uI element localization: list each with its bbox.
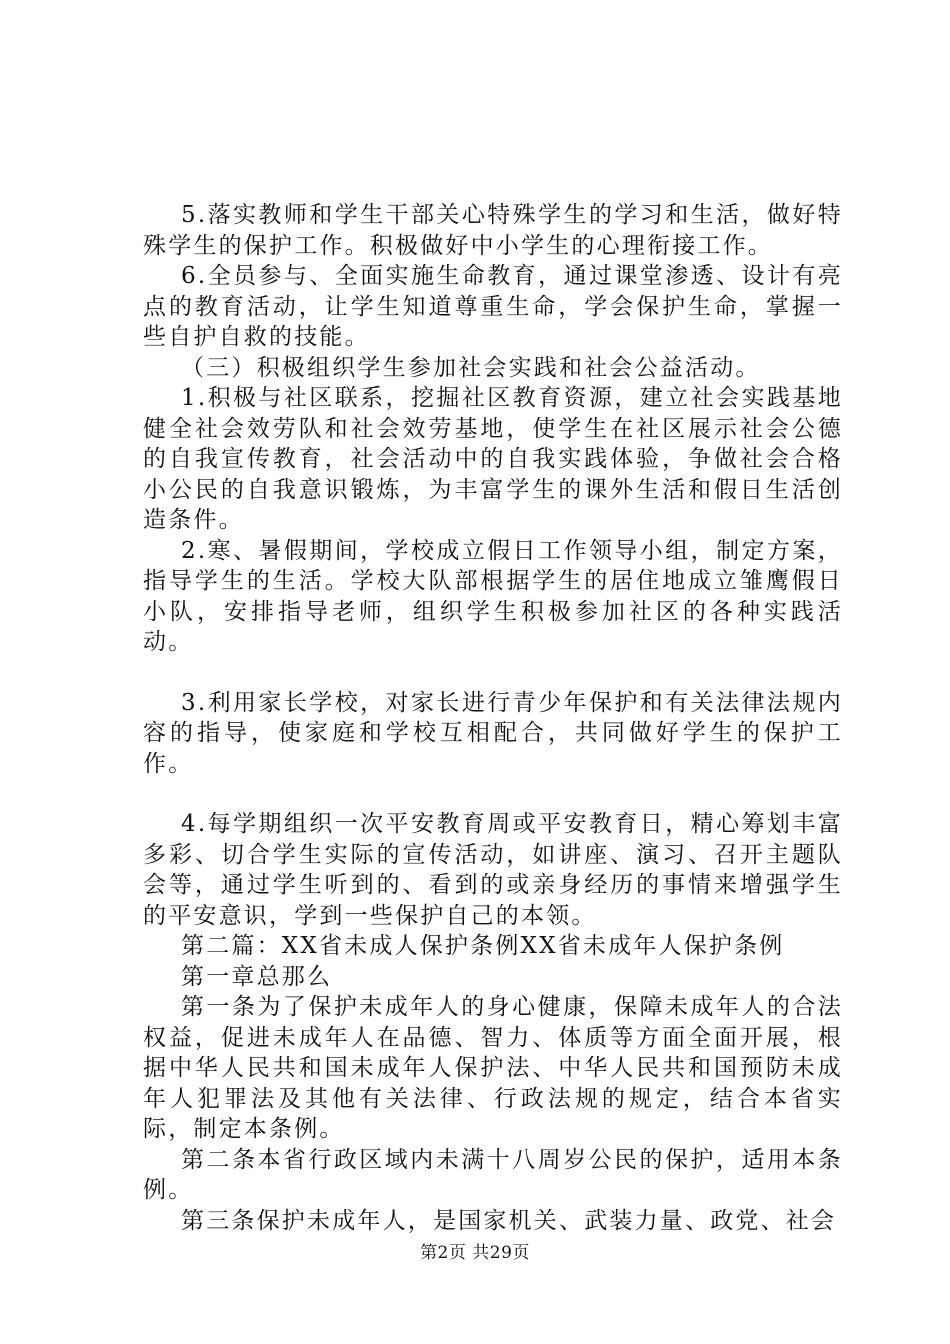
paragraph-activity-4: 4.每学期组织一次平安教育周或平安教育日，精心筹划丰富多彩、切合学生实际的宣传活动，如讲座、演习、召开主题队会等，通过学生听到的、看到的或亲身经历的事情来增强学生的平安意识，学到一些保护自己的本领。 [143, 811, 843, 929]
page-number-footer: 第2页 共29页 [420, 1243, 530, 1263]
paragraph-activity-1: 1.积极与社区联系，挖掘社区教育资源，建立社会实践基地健全社会效劳队和社会效劳基地，使学生在社区展示社会公德的自我宣传教育，社会活动中的自我实践体验，争做社会合格小公民的自我意识锻炼，为丰富学生的课外生活和假日生活创造条件。 [143, 385, 843, 533]
article-3: 第三条保护未成年人，是国家机关、武装力量、政党、社会 [181, 1207, 837, 1234]
paragraph-item-5: 5.落实教师和学生干部关心特殊学生的学习和生活，做好特殊学生的保护工作。积极做好中小学生的心理衔接工作。 [143, 202, 843, 259]
part-two-title: 第二篇：XX省未成人保护条例XX省未成年人保护条例 [181, 933, 785, 959]
paragraph-item-6: 6.全员参与、全面实施生命教育，通过课堂渗透、设计有亮点的教育活动，让学生知道尊重生命，学会保护生命，掌握一些自护自救的技能。 [143, 263, 843, 350]
paragraph-activity-3: 3.利用家长学校，对家长进行青少年保护和有关法律法规内容的指导，使家庭和学校互相配合，共同做好学生的保护工作。 [143, 689, 843, 777]
document-body [143, 200, 843, 1236]
section-heading-3: （三）积极组织学生参加社会实践和社会公益活动。 [181, 354, 761, 381]
chapter-one-title: 第一章总那么 [181, 963, 333, 990]
paragraph-activity-2: 2.寒、暑假期间，学校成立假日工作领导小组，制定方案，指导学生的生活。学校大队部根据学生的居住地成立雏鹰假日小队，安排指导老师，组织学生积极参加社区的各种实践活动。 [143, 537, 843, 655]
article-2: 第二条本省行政区域内未满十八周岁公民的保护，适用本条例。 [143, 1146, 843, 1203]
article-1: 第一条为了保护未成年人的身心健康，保障未成年人的合法权益，促进未成年人在品德、智力、体质等方面全面开展，根据中华人民共和国未成年人保护法、中华人民共和国预防未成年人犯罪法及其他有关法律、行政法规的规定，结合本省实际，制定本条例。 [143, 994, 843, 1142]
